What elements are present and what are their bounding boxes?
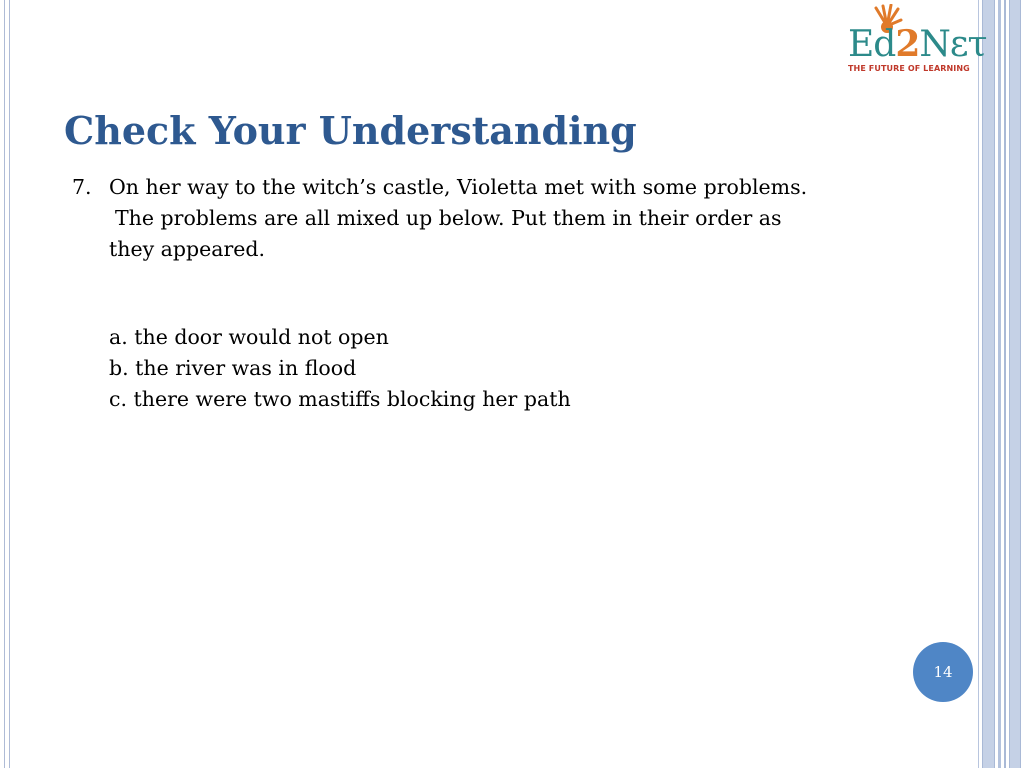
question-number: 7. (72, 175, 92, 199)
answer-option: c. there were two mastiffs blocking her path (109, 387, 571, 411)
left-border-line (9, 0, 10, 768)
logo-tagline: THE FUTURE OF LEARNING (848, 64, 970, 73)
ed2net-logo (848, 4, 987, 76)
slide-title: Check Your Understanding (64, 108, 637, 153)
stripe (982, 0, 995, 768)
stripe (1009, 0, 1021, 768)
question-line: The problems are all mixed up below. Put them in their order as (115, 206, 782, 230)
page-number: 14 (933, 663, 953, 681)
question-text (109, 172, 902, 265)
right-decorative-stripes (978, 0, 1024, 768)
question-line: they appeared. (109, 237, 266, 261)
answer-options (109, 322, 571, 415)
page-number-badge (913, 642, 973, 702)
question-line: On her way to the witch’s castle, Violetta met with some problems. (109, 175, 808, 199)
stripe (998, 0, 1001, 768)
answer-option: a. the door would not open (109, 325, 389, 349)
left-border-line (4, 0, 5, 768)
answer-option: b. the river was in flood (109, 356, 357, 380)
question-item (72, 172, 902, 265)
logo-wordmark: Ed2Nετ (848, 23, 987, 65)
stripe (978, 0, 979, 768)
stripe (1004, 0, 1006, 768)
